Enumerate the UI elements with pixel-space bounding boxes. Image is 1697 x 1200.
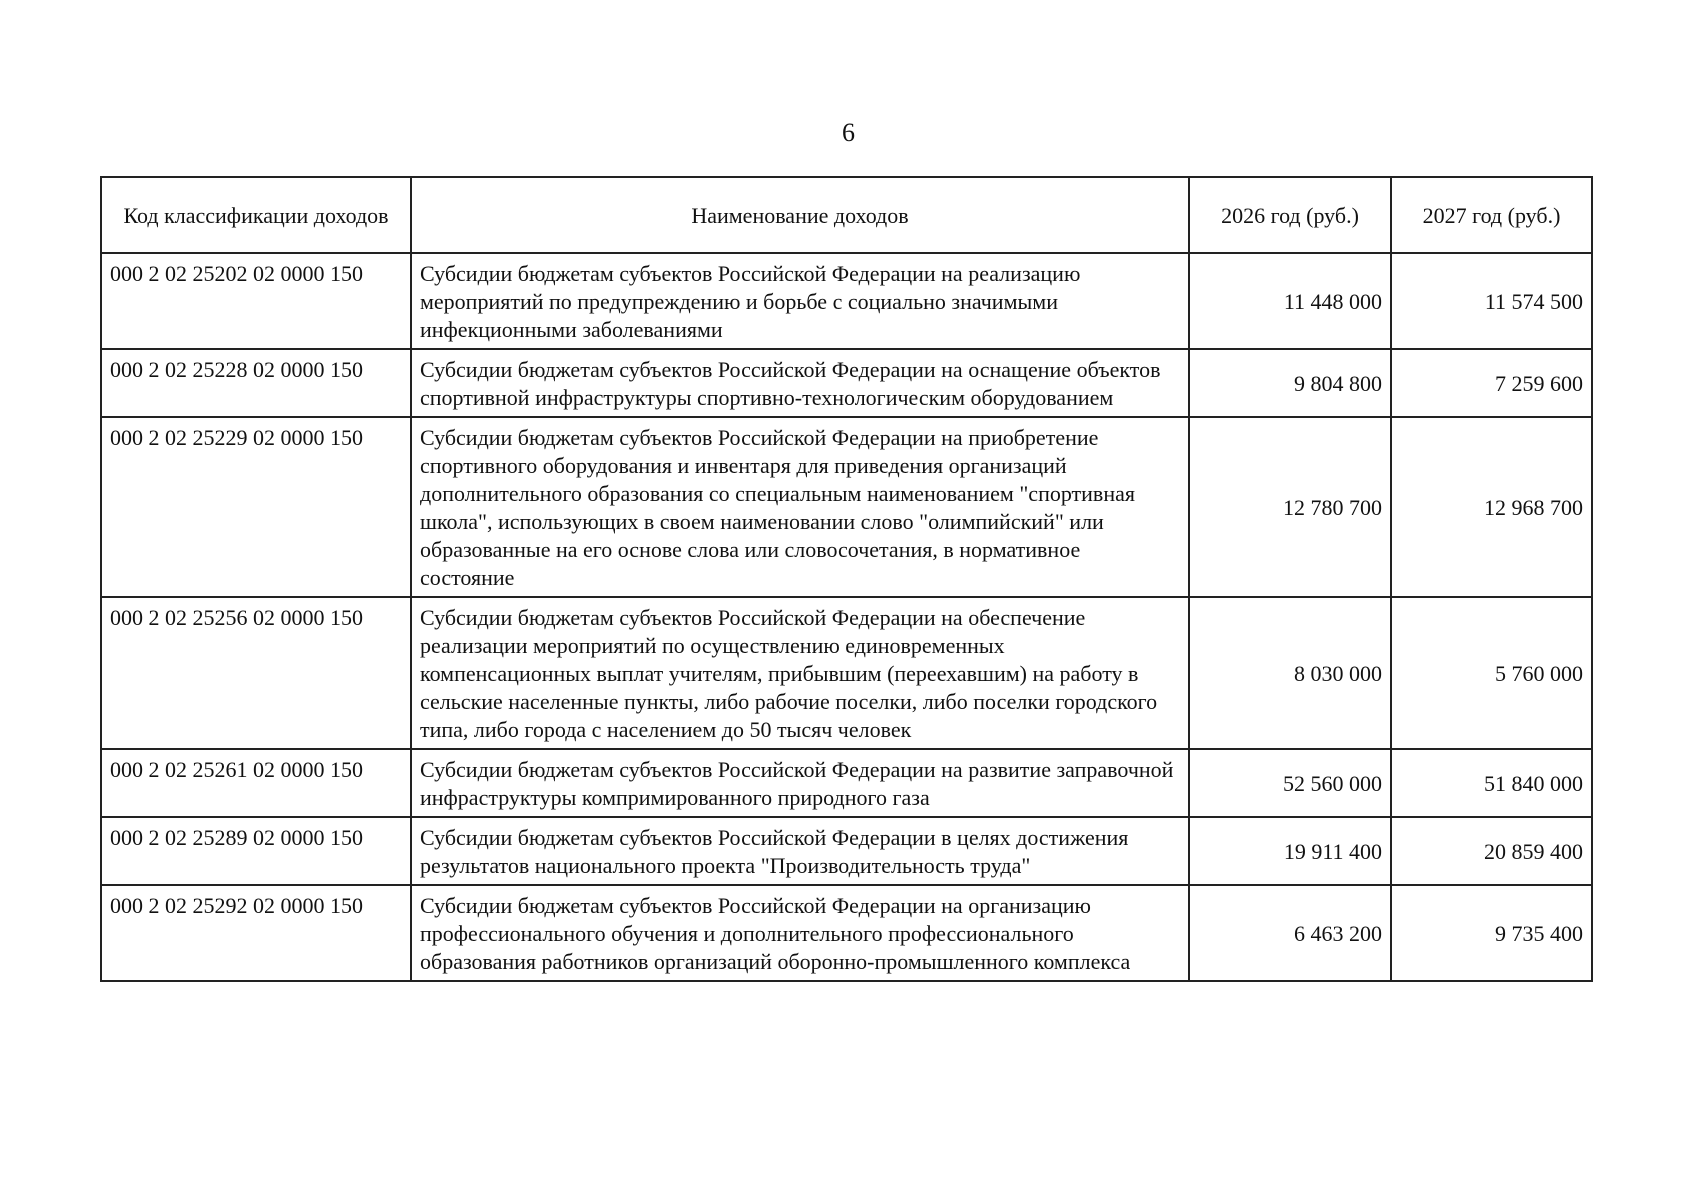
- table-row: [101, 749, 1592, 817]
- row-name: Субсидии бюджетам субъектов Российской Федерации на организацию профессионального обучения и дополнительного профессионального образования работников организаций оборонно-промышленного комплекса: [411, 885, 1189, 981]
- row-amount-2027: 11 574 500: [1391, 253, 1592, 349]
- row-name: Субсидии бюджетам субъектов Российской Федерации на оснащение объектов спортивной инфраструктуры спортивно-технологическим оборудованием: [411, 349, 1189, 417]
- table-header-row: [101, 177, 1592, 253]
- table-row: [101, 597, 1592, 749]
- row-name: Субсидии бюджетам субъектов Российской Федерации в целях достижения результатов национального проекта "Производительность труда": [411, 817, 1189, 885]
- table-row: [101, 885, 1592, 981]
- page-number: 6: [842, 118, 855, 147]
- row-amount-2027: 5 760 000: [1391, 597, 1592, 749]
- row-amount-2027: 9 735 400: [1391, 885, 1592, 981]
- row-code: 000 2 02 25256 02 0000 150: [101, 597, 411, 749]
- header-name: Наименование доходов: [411, 177, 1189, 253]
- income-table: [100, 176, 1593, 982]
- row-code: 000 2 02 25292 02 0000 150: [101, 885, 411, 981]
- row-amount-2026: 52 560 000: [1189, 749, 1391, 817]
- row-name: Субсидии бюджетам субъектов Российской Федерации на развитие заправочной инфраструктуры компримированного природного газа: [411, 749, 1189, 817]
- row-amount-2027: 20 859 400: [1391, 817, 1592, 885]
- header-code: Код классификации доходов: [101, 177, 411, 253]
- row-amount-2027: 12 968 700: [1391, 417, 1592, 597]
- row-amount-2027: 51 840 000: [1391, 749, 1592, 817]
- row-code: 000 2 02 25289 02 0000 150: [101, 817, 411, 885]
- row-amount-2026: 8 030 000: [1189, 597, 1391, 749]
- row-amount-2026: 9 804 800: [1189, 349, 1391, 417]
- row-amount-2026: 6 463 200: [1189, 885, 1391, 981]
- row-code: 000 2 02 25202 02 0000 150: [101, 253, 411, 349]
- table-row: [101, 417, 1592, 597]
- row-code: 000 2 02 25261 02 0000 150: [101, 749, 411, 817]
- row-amount-2026: 12 780 700: [1189, 417, 1391, 597]
- table-row: [101, 349, 1592, 417]
- row-code: 000 2 02 25229 02 0000 150: [101, 417, 411, 597]
- table-row: [101, 253, 1592, 349]
- header-year-2026: 2026 год (руб.): [1189, 177, 1391, 253]
- row-name: Субсидии бюджетам субъектов Российской Федерации на приобретение спортивного оборудования и инвентаря для приведения организаций дополнительного образования со специальным наименованием "спортивная школа", использующих в своем наименовании слово "олимпийский" или образованные на его основе слова или словосочетания, в нормативное состояние: [411, 417, 1189, 597]
- row-code: 000 2 02 25228 02 0000 150: [101, 349, 411, 417]
- row-amount-2027: 7 259 600: [1391, 349, 1592, 417]
- row-name: Субсидии бюджетам субъектов Российской Федерации на реализацию мероприятий по предупреждению и борьбе с социально значимыми инфекционными заболеваниями: [411, 253, 1189, 349]
- row-name: Субсидии бюджетам субъектов Российской Федерации на обеспечение реализации мероприятий по осуществлению единовременных компенсационных выплат учителям, прибывшим (переехавшим) на работу в сельские населенные пункты, либо рабочие поселки, либо поселки городского типа, либо города с населением до 50 тысяч человек: [411, 597, 1189, 749]
- table-row: [101, 817, 1592, 885]
- row-amount-2026: 19 911 400: [1189, 817, 1391, 885]
- row-amount-2026: 11 448 000: [1189, 253, 1391, 349]
- header-year-2027: 2027 год (руб.): [1391, 177, 1592, 253]
